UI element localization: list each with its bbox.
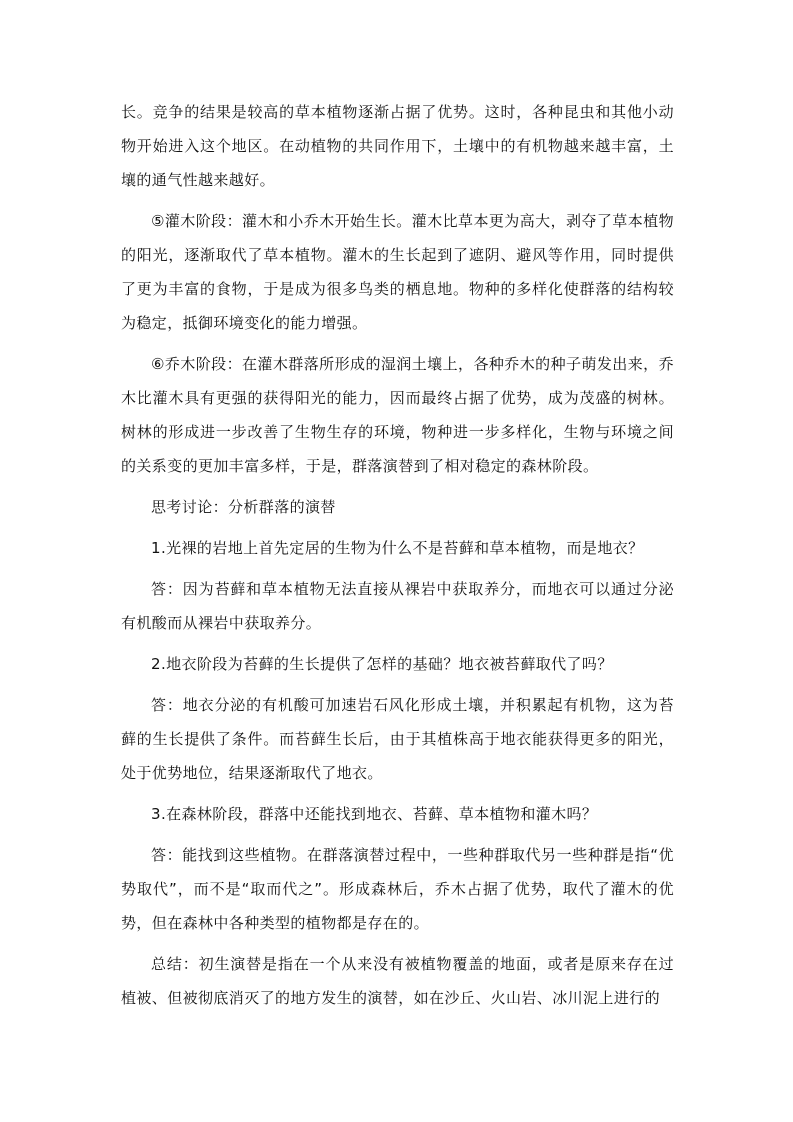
question-3: 3.在森林阶段，群落中还能找到地衣、苔藓、草本植物和灌木吗？ — [151, 805, 598, 823]
paragraph-shrub-stage: ⑤灌木阶段：灌木和小乔木开始生长。灌木比草本更为高大，剥夺了草本植物的阳光，逐渐取代了草本植物。灌木的生长起到了遮阴、避风等作用，同时提供了更为丰富的食物，于是成为很多鸟类的栖息地。物种的多样化使群落的结构较为稳定，抵御环境变化的能力增强。 — [121, 212, 674, 332]
summary-paragraph: 总结：初生演替是指在一个从来没有被植物覆盖的地面，或者是原来存在过植被、但被彻底消灭了的地方发生的演替，如在沙丘、火山岩、冰川泥上进行的 — [121, 955, 674, 1007]
answer-3: 答：能找到这些植物。在群落演替过程中，一些种群取代另一些种群是指“优势取代”，而不是“取而代之”。形成森林后，乔木占据了优势，取代了灌木的优势，但在森林中各种类型的植物都是存在的。 — [121, 846, 674, 932]
answer-1: 答：因为苔藓和草本植物无法直接从裸岩中获取养分，而地衣可以通过分泌有机酸而从裸岩中获取养分。 — [121, 580, 674, 632]
paragraph-continuation: 长。竞争的结果是较高的草本植物逐渐占据了优势。这时，各种昆虫和其他小动物开始进入这个地区。在动植物的共同作用下，土壤中的有机物越来越丰富，土壤的通气性越来越好。 — [121, 103, 674, 189]
answer-2: 答：地衣分泌的有机酸可加速岩石风化形成土壤，并积累起有机物，这为苔藓的生长提供了条件。而苔藓生长后，由于其植株高于地衣能获得更多的阳光，处于优势地位，结果逐渐取代了地衣。 — [121, 696, 674, 782]
question-2: 2.地衣阶段为苔藓的生长提供了怎样的基础？地衣被苔藓取代了吗？ — [151, 655, 613, 673]
discussion-heading: 思考讨论：分析群落的演替 — [151, 498, 336, 516]
question-1: 1.光裸的岩地上首先定居的生物为什么不是苔藓和草本植物，而是地衣？ — [151, 539, 644, 557]
paragraph-tree-stage: ⑥乔木阶段：在灌木群落所形成的湿润土壤上，各种乔木的种子萌发出来，乔木比灌木具有更强的获得阳光的能力，因而最终占据了优势，成为茂盛的树林。树林的形成进一步改善了生物生存的环境，物种进一步多样化，生物与环境之间的关系变的更加丰富多样，于是，群落演替到了相对稳定的森林阶段。 — [121, 355, 674, 475]
